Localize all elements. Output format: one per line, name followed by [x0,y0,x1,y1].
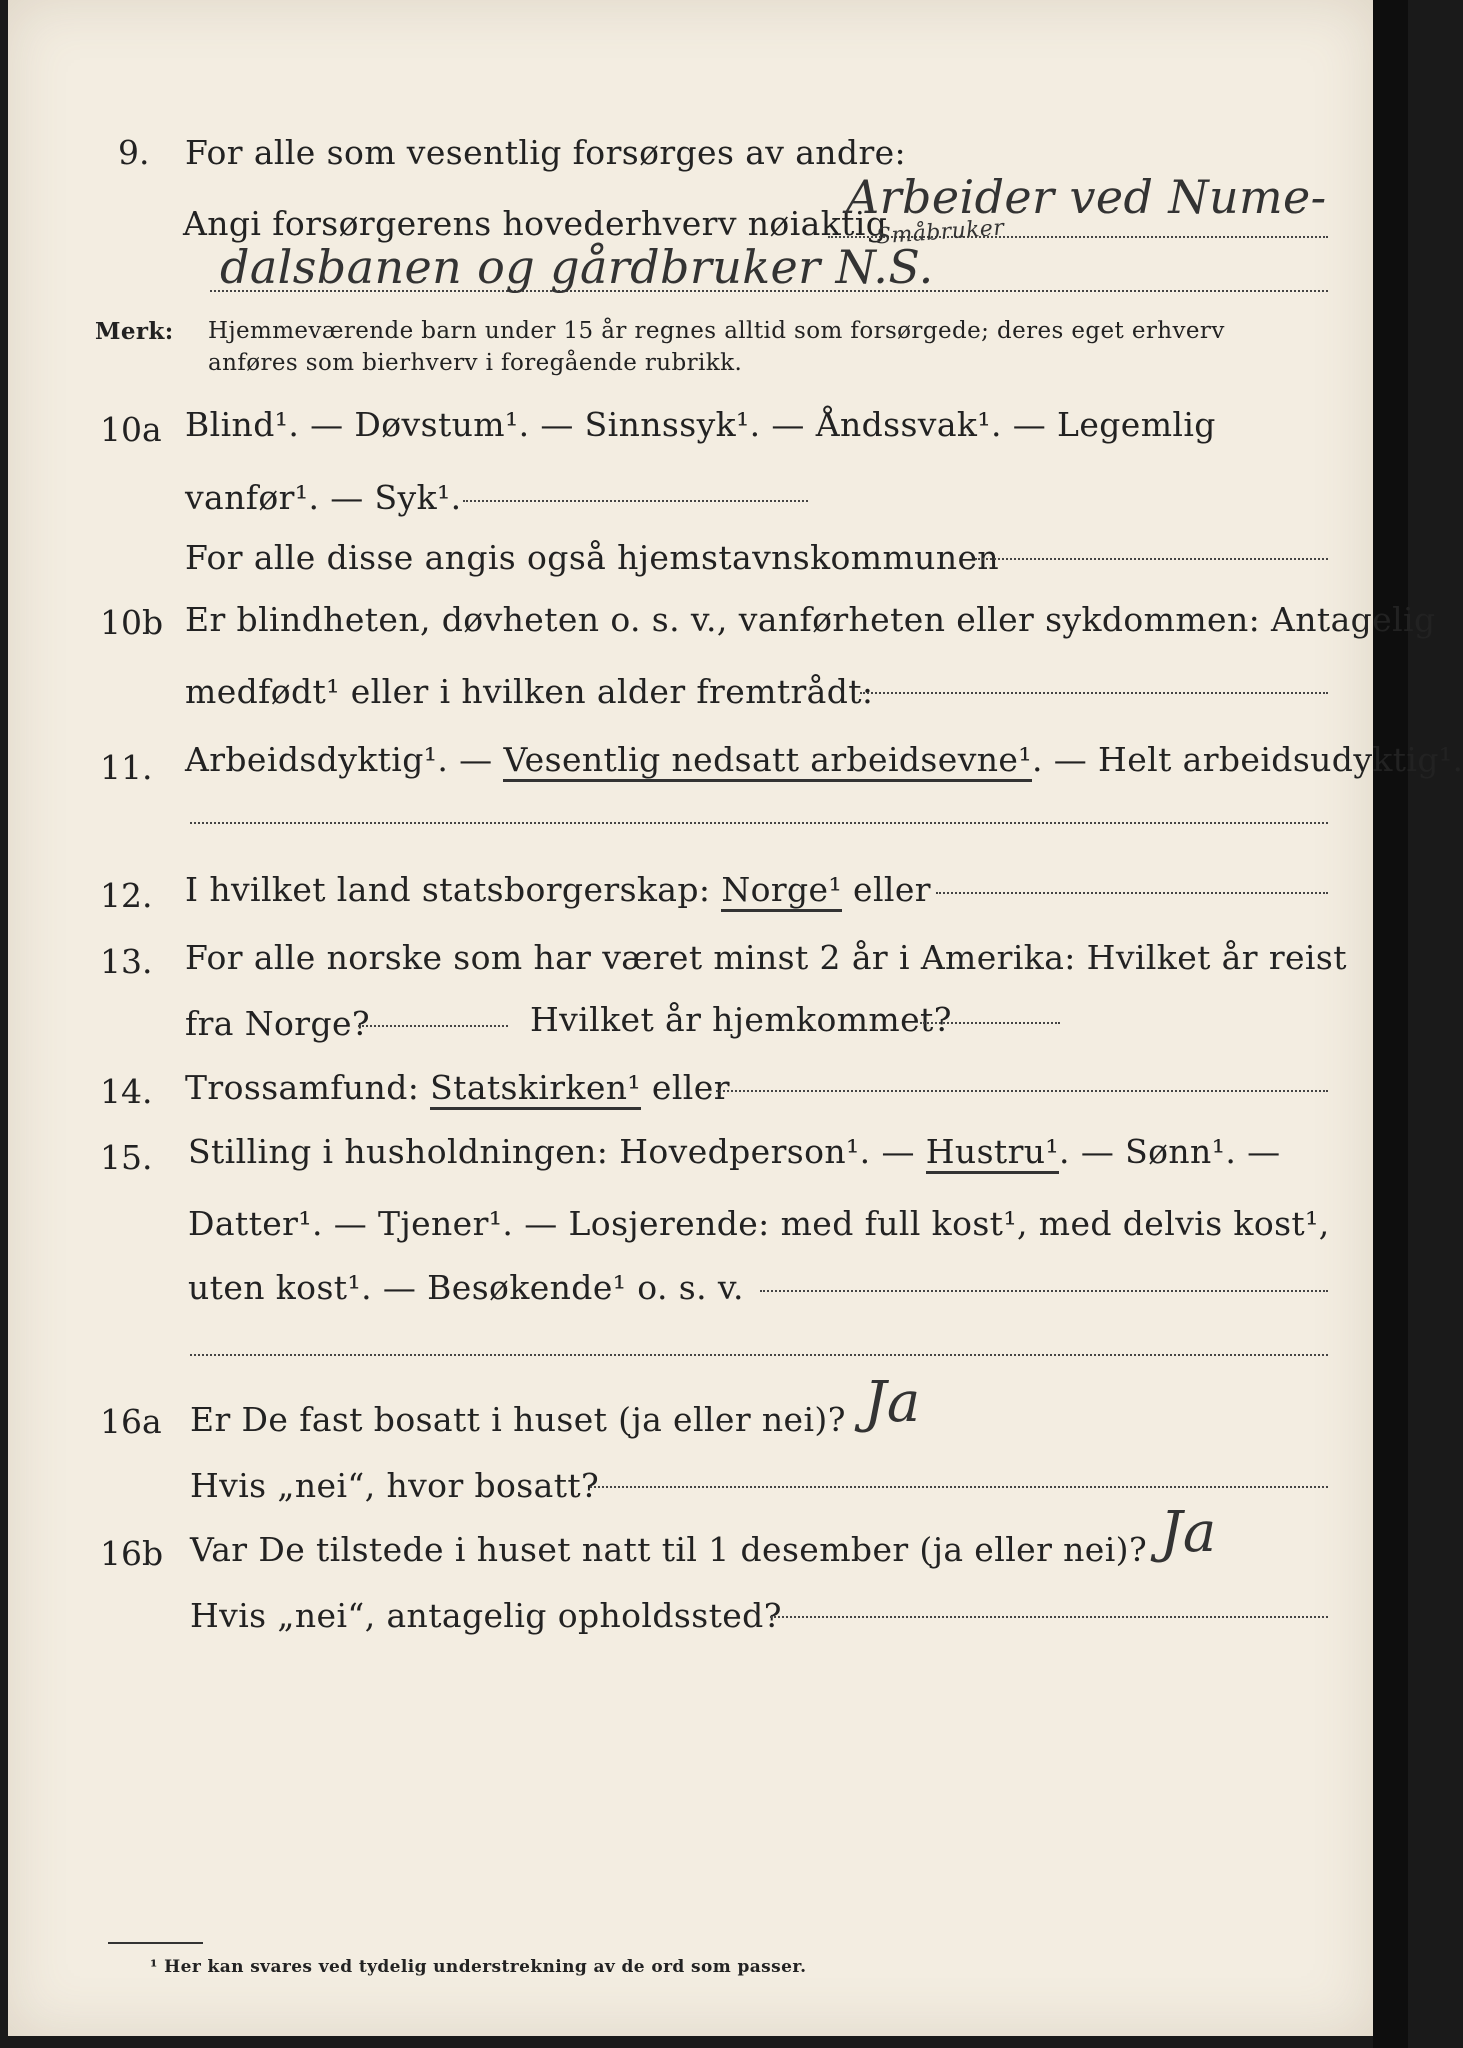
q9-answer-b: dalsbanen og gårdbruker N.S. [220,240,934,294]
q12-part1: I hvilket land statsborgerskap: [185,870,722,909]
q16a-number: 16a [100,1402,162,1441]
q14-number: 14. [100,1072,153,1111]
q10a-line1: Blind¹. — Døvstum¹. — Sinnssyk¹. — Åndssvak¹. — Legemlig [185,405,1216,444]
q11-underlined: Vesentlig nedsatt arbeidsevne¹ [503,740,1031,782]
q12-underlined: Norge¹ [721,870,842,912]
q12-number: 12. [100,876,153,915]
q14-answer-line [716,1090,1328,1092]
q15-part3: . — Sønn¹. — [1059,1132,1281,1171]
q10a-number: 10a [100,410,162,449]
q12-line [185,870,931,909]
q16a-bosatt-line [590,1486,1328,1488]
merk-line1: Hjemmeværende barn under 15 år regnes alltid som forsørgede; deres eget erhverv [208,318,1225,344]
q9-text: For alle som vesentlig forsørges av andre: [185,133,907,172]
q14-part3: eller [641,1068,730,1107]
q13-reist-line [358,1025,508,1027]
q10b-answer-line [860,692,1328,694]
q10a-line2: vanfør¹. — Syk¹. [185,478,462,517]
q15-answer-line [760,1290,1328,1292]
q12-part3: eller [842,870,931,909]
q11-part1: Arbeidsdyktig¹. — [185,740,504,779]
q11-number: 11. [100,748,153,787]
footnote-rule [108,1942,203,1944]
q12-answer-line [936,892,1328,894]
q16b-opholdssted-line [770,1616,1328,1618]
q15-line1 [188,1132,1281,1171]
q9-line2: Angi forsørgerens hovederhverv nøiaktig [183,204,888,243]
q10b-line2: medfødt¹ eller i hvilken alder fremtrådt: [185,672,874,711]
q13-line2a: fra Norge? [185,1004,371,1043]
q15-part1: Stilling i husholdningen: Hovedperson¹. — [188,1132,926,1171]
q16b-line1: Var De tilstede i huset natt til 1 desember (ja eller nei)? [190,1530,1148,1569]
merk-line2: anføres som bierhverv i foregående rubrikk. [208,350,743,376]
q9-answer-insert: Småbruker [875,215,1006,250]
q16b-number: 16b [100,1534,164,1573]
q16a-answer: Ja [864,1370,921,1435]
q16b-answer: Ja [1160,1500,1217,1565]
q15-extra-line [190,1354,1328,1356]
q13-hjemkommet-line [920,1022,1060,1024]
q16a-line1: Er De fast bosatt i huset (ja eller nei)? [190,1400,846,1439]
q10b-line1: Er blindheten, døvheten o. s. v., vanførheten eller sykdommen: Antagelig [185,600,1436,639]
q16a-line2: Hvis „nei“, hvor bosatt? [190,1466,600,1505]
footnote-text: ¹ Her kan svares ved tydelig understrekning av de ord som passer. [150,1957,807,1977]
q9-number: 9. [118,133,150,172]
q13-line1: For alle norske som har været minst 2 år i Amerika: Hvilket år reist [185,938,1347,977]
scan-edge [1373,0,1408,2048]
q14-part1: Trossamfund: [185,1068,431,1107]
q13-number: 13. [100,942,153,981]
q10b-number: 10b [100,603,164,642]
q13-line2b: Hvilket år hjemkommet? [530,1000,952,1039]
q10a-kommune-line [975,558,1328,560]
q15-number: 15. [100,1138,153,1177]
q9-answer-a: Arbeider ved Nume- [846,170,1327,224]
q15-line2: Datter¹. — Tjener¹. — Losjerende: med full kost¹, med delvis kost¹, [188,1204,1330,1243]
q11-line [185,740,1463,779]
q15-line3: uten kost¹. — Besøkende¹ o. s. v. [188,1268,744,1307]
q16b-line2: Hvis „nei“, antagelig opholdssted? [190,1596,782,1635]
q14-line [185,1068,730,1107]
q11-answer-line [190,822,1328,824]
q15-underlined: Hustru¹ [926,1132,1059,1174]
merk-label: Merk: [95,318,174,345]
q10a-answer-line [463,500,808,502]
q14-underlined: Statskirken¹ [430,1068,641,1110]
q10a-line3: For alle disse angis også hjemstavnskommunen [185,538,1000,577]
q11-part3: . — Helt arbeidsudyktig¹. [1031,740,1463,779]
